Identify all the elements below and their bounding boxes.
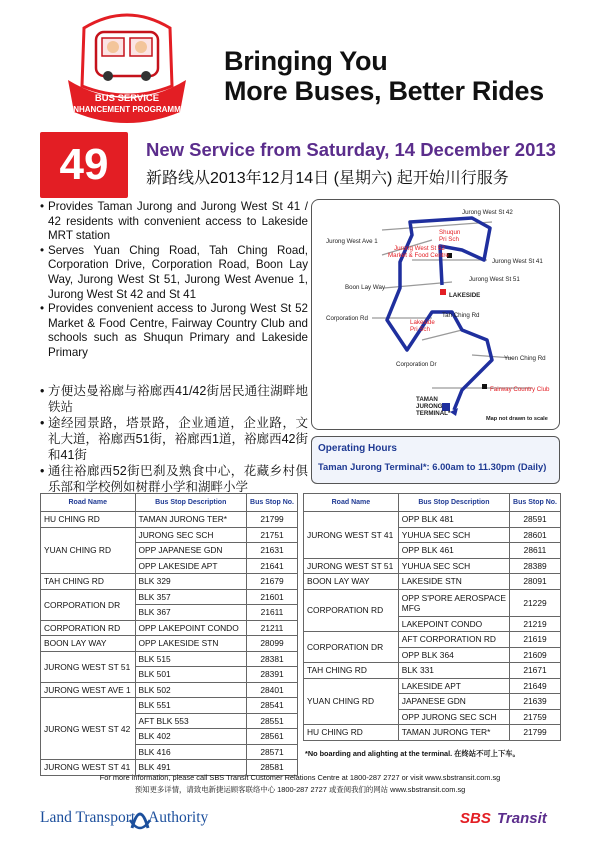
desc-cell: BLK 416 bbox=[135, 744, 247, 760]
table-row bbox=[41, 527, 298, 543]
stop-no-cell: 21611 bbox=[247, 605, 298, 621]
desc-cell: AFT BLK 553 bbox=[135, 713, 247, 729]
stop-no-cell: 21751 bbox=[247, 527, 298, 543]
stop-no-cell: 28551 bbox=[247, 713, 298, 729]
desc-cell: JURONG SEC SCH bbox=[135, 527, 247, 543]
table-row bbox=[304, 558, 561, 574]
table-row bbox=[304, 632, 561, 648]
list-item: • Provides convenient access to Jurong West St 52 Market & Food Centre, Fairway Country Club and schools such as Shuqun Primary and Lakeside Primary bbox=[40, 302, 308, 360]
stop-no-cell: 28601 bbox=[510, 527, 561, 543]
lta-logo-text-1: Land Transport bbox=[40, 809, 136, 826]
desc-cell: BLK 551 bbox=[135, 698, 247, 714]
road-cell: CORPORATION RD bbox=[304, 589, 399, 632]
stop-no-cell: 21619 bbox=[510, 632, 561, 648]
road-cell: CORPORATION DR bbox=[304, 632, 399, 663]
stop-no-cell: 28389 bbox=[510, 558, 561, 574]
road-cell: BOON LAY WAY bbox=[304, 574, 399, 590]
road-cell: HU CHING RD bbox=[304, 725, 399, 741]
road-cell: JURONG WEST ST 51 bbox=[41, 651, 136, 682]
map-label-jwave1: Jurong West Ave 1 bbox=[326, 238, 378, 245]
stop-no-cell: 28391 bbox=[247, 667, 298, 683]
map-label-yuan-ching: Yuen Ching Rd bbox=[504, 355, 546, 362]
terminal-note: *No boarding and alighting at the terminal. 在终站不可上下车。 bbox=[305, 749, 520, 758]
header-road: Road Name bbox=[41, 494, 136, 512]
stop-no-cell: 28381 bbox=[247, 651, 298, 667]
chinese-bullet-list bbox=[40, 383, 308, 495]
table-row bbox=[41, 651, 298, 667]
stop-no-cell: 21631 bbox=[247, 543, 298, 559]
road-cell: CORPORATION RD bbox=[41, 620, 136, 636]
map-label-lakeside-pri-1: Lakeside bbox=[410, 319, 435, 326]
list-item: • Serves Yuan Ching Road, Tah Ching Road, Corporation Drive, Corporation Road, Boon Lay Way, Jurong West St 51, Jurong West Avenue 1, Jurong West St 42 and St 41 bbox=[40, 244, 308, 302]
road-cell: JURONG WEST ST 51 bbox=[304, 558, 399, 574]
table-row bbox=[41, 620, 298, 636]
list-item: • 途经园景路，塔景路，企业通道，企业路，文礼大道，裕廊西51街，裕廊西1道，裕廊西42街和41街 bbox=[40, 415, 308, 463]
map-label-market-2: Market & Food Centre bbox=[388, 252, 449, 259]
bus-stop-table-left bbox=[40, 493, 298, 776]
stop-no-cell: 21671 bbox=[510, 663, 561, 679]
badge-line-2: ENHANCEMENT PROGRAMME bbox=[67, 105, 187, 114]
table-row bbox=[304, 589, 561, 616]
stop-no-cell: 28611 bbox=[510, 543, 561, 559]
desc-cell: BLK 402 bbox=[135, 729, 247, 745]
list-item: • 方便达曼裕廊与裕廊西41/42街居民通往湖畔地铁站 bbox=[40, 383, 308, 415]
desc-cell: BLK 491 bbox=[135, 760, 247, 776]
map-label-boonlay: Boon Lay Way bbox=[345, 284, 386, 291]
sbs-logo-text-1: SBS bbox=[460, 810, 491, 827]
map-label-shuqun-2: Pri Sch bbox=[439, 236, 459, 243]
stop-no-cell: 28561 bbox=[247, 729, 298, 745]
desc-cell: BLK 329 bbox=[135, 574, 247, 590]
fairway-icon bbox=[482, 384, 487, 389]
table-row bbox=[304, 574, 561, 590]
road-cell: HU CHING RD bbox=[41, 512, 136, 528]
desc-cell: OPP LAKESIDE STN bbox=[135, 636, 247, 652]
header-no: Bus Stop No. bbox=[247, 494, 298, 512]
desc-cell: BLK 357 bbox=[135, 589, 247, 605]
table-header-row bbox=[41, 494, 298, 512]
header-desc: Bus Stop Description bbox=[398, 494, 509, 512]
list-item: • Provides Taman Jurong and Jurong West St 41 / 42 residents with convenient access to Lakeside MRT station bbox=[40, 200, 308, 244]
road-cell: YUAN CHING RD bbox=[41, 527, 136, 574]
header-road: Road Name bbox=[304, 494, 399, 512]
stop-no-cell: 21211 bbox=[247, 620, 298, 636]
stop-no-cell: 21649 bbox=[510, 678, 561, 694]
table-header-row bbox=[304, 494, 561, 512]
desc-cell: YUHUA SEC SCH bbox=[398, 558, 509, 574]
stop-no-cell: 28099 bbox=[247, 636, 298, 652]
map-label-jw51: Jurong West St 51 bbox=[469, 276, 520, 283]
desc-cell: OPP JAPANESE GDN bbox=[135, 543, 247, 559]
bus-service-programme-logo bbox=[62, 8, 192, 126]
desc-cell: BLK 331 bbox=[398, 663, 509, 679]
map-label-jw42: Jurong West St 42 bbox=[462, 209, 513, 216]
table-row bbox=[41, 512, 298, 528]
stop-no-cell: 28091 bbox=[510, 574, 561, 590]
map-label-taman-2: JURONG bbox=[416, 403, 443, 410]
desc-cell: LAKEPOINT CONDO bbox=[398, 616, 509, 632]
stop-no-cell: 28571 bbox=[247, 744, 298, 760]
stop-no-cell: 28541 bbox=[247, 698, 298, 714]
desc-cell: OPP LAKEPOINT CONDO bbox=[135, 620, 247, 636]
map-label-market-1: Jurong West St 52 bbox=[394, 245, 445, 252]
road-cell: BOON LAY WAY bbox=[41, 636, 136, 652]
stop-no-cell: 21219 bbox=[510, 616, 561, 632]
stop-no-cell: 28581 bbox=[247, 760, 298, 776]
desc-cell: OPP BLK 481 bbox=[398, 512, 509, 528]
stop-no-cell: 28401 bbox=[247, 682, 298, 698]
operating-hours-box bbox=[311, 436, 560, 484]
lta-logo-text-2: Authority bbox=[148, 809, 209, 826]
sbs-logo-text-2: Transit bbox=[497, 810, 547, 827]
desc-cell: TAMAN JURONG TER* bbox=[398, 725, 509, 741]
table-row bbox=[304, 663, 561, 679]
desc-cell: OPP JURONG SEC SCH bbox=[398, 709, 509, 725]
desc-cell: JAPANESE GDN bbox=[398, 694, 509, 710]
route-number-badge: 49 bbox=[40, 132, 128, 198]
desc-cell: BLK 502 bbox=[135, 682, 247, 698]
road-cell: YUAN CHING RD bbox=[304, 678, 399, 725]
stop-no-cell: 21799 bbox=[247, 512, 298, 528]
headline-line-1: Bringing You bbox=[224, 46, 388, 76]
road-cell: TAH CHING RD bbox=[41, 574, 136, 590]
desc-cell: OPP S'PORE AEROSPACE MFG bbox=[398, 589, 509, 616]
headline-line-2: More Buses, Better Rides bbox=[224, 76, 544, 106]
table-row bbox=[304, 725, 561, 741]
stop-no-cell: 21601 bbox=[247, 589, 298, 605]
map-scale-note: Map not drawn to scale bbox=[486, 416, 548, 422]
desc-cell: BLK 515 bbox=[135, 651, 247, 667]
header-no: Bus Stop No. bbox=[510, 494, 561, 512]
stop-no-cell: 21641 bbox=[247, 558, 298, 574]
stop-no-cell: 21799 bbox=[510, 725, 561, 741]
table-row bbox=[41, 574, 298, 590]
table-row bbox=[41, 682, 298, 698]
map-label-fairway: Fairway Country Club bbox=[490, 386, 550, 393]
new-service-title: New Service from Saturday, 14 December 2013 bbox=[146, 139, 556, 160]
desc-cell: BLK 367 bbox=[135, 605, 247, 621]
operating-hours-text: Taman Jurong Terminal*: 6.00am to 11.30pm (Daily) bbox=[318, 461, 547, 472]
desc-cell: TAMAN JURONG TER* bbox=[135, 512, 247, 528]
road-cell: JURONG WEST ST 41 bbox=[41, 760, 136, 776]
map-label-tah-ching: Tah Ching Rd bbox=[442, 312, 480, 319]
lakeside-station-icon bbox=[440, 289, 446, 295]
stop-no-cell: 21679 bbox=[247, 574, 298, 590]
map-label-shuqun-1: Shuqun bbox=[439, 229, 461, 236]
desc-cell: AFT CORPORATION RD bbox=[398, 632, 509, 648]
stop-no-cell: 21229 bbox=[510, 589, 561, 616]
route-map bbox=[311, 199, 560, 430]
desc-cell: YUHUA SEC SCH bbox=[398, 527, 509, 543]
stop-no-cell: 21759 bbox=[510, 709, 561, 725]
road-cell: JURONG WEST ST 41 bbox=[304, 512, 399, 559]
table-row bbox=[41, 636, 298, 652]
desc-cell: OPP BLK 364 bbox=[398, 647, 509, 663]
stop-no-cell: 21639 bbox=[510, 694, 561, 710]
new-service-title-chinese: 新路线从2013年12月14日 (星期六) 起开始川行服务 bbox=[146, 170, 509, 187]
table-row bbox=[41, 589, 298, 605]
desc-cell: OPP BLK 461 bbox=[398, 543, 509, 559]
operating-hours-title: Operating Hours bbox=[318, 443, 397, 454]
desc-cell: LAKESIDE STN bbox=[398, 574, 509, 590]
map-label-jw41: Jurong West St 41 bbox=[492, 258, 543, 265]
bus-stop-table-right bbox=[303, 493, 561, 741]
footer-contact-chinese: 预知更多详情，请致电新捷运顾客联络中心 1800-287 2727 或查阅我们的网站 www.sbstransit.com.sg bbox=[134, 785, 466, 794]
table-row bbox=[304, 512, 561, 528]
road-cell: TAH CHING RD bbox=[304, 663, 399, 679]
map-label-lakeside: LAKESIDE bbox=[449, 292, 481, 299]
badge-line-1: BUS SERVICE bbox=[94, 93, 160, 104]
desc-cell: OPP LAKESIDE APT bbox=[135, 558, 247, 574]
stop-no-cell: 21609 bbox=[510, 647, 561, 663]
road-cell: JURONG WEST ST 42 bbox=[41, 698, 136, 760]
desc-cell: BLK 501 bbox=[135, 667, 247, 683]
desc-cell: LAKESIDE APT bbox=[398, 678, 509, 694]
stop-no-cell: 28591 bbox=[510, 512, 561, 528]
english-bullet-list bbox=[40, 200, 308, 361]
map-label-taman-3: TERMINAL* bbox=[416, 410, 451, 417]
map-label-corporation-rd: Corporation Rd bbox=[326, 315, 368, 322]
footer-contact-english: For more information, please call SBS Transit Customer Relations Centre at 1800-287 2727 or visit www.sbstransit.com.sg bbox=[99, 773, 501, 782]
map-label-lakeside-pri-2: Pri Sch bbox=[410, 326, 430, 333]
list-item: • 通往裕廊西52街巴刹及熟食中心，花藏乡村俱乐部和学校例如树群小学和湖畔小学 bbox=[40, 463, 308, 495]
table-row bbox=[41, 698, 298, 714]
road-cell: JURONG WEST AVE 1 bbox=[41, 682, 136, 698]
road-cell: CORPORATION DR bbox=[41, 589, 136, 620]
map-label-corporation-dr: Corporation Dr bbox=[396, 361, 437, 368]
map-label-taman-1: TAMAN bbox=[416, 396, 438, 403]
table-row bbox=[304, 678, 561, 694]
header-desc: Bus Stop Description bbox=[135, 494, 247, 512]
headline bbox=[224, 46, 544, 106]
